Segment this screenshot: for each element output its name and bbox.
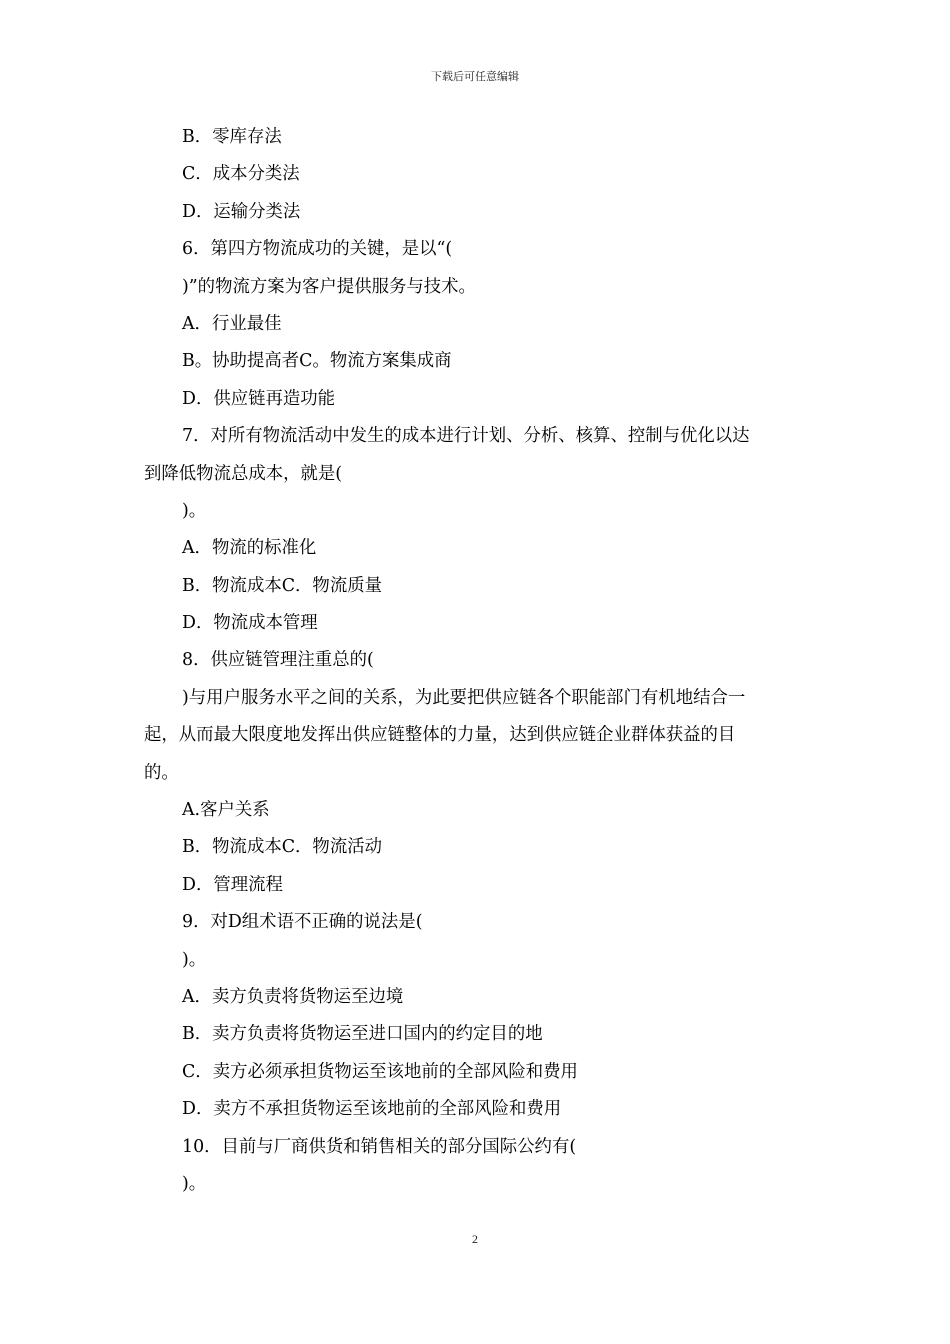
question-10: 10．目前与厂商供货和销售相关的部分国际公约有(	[182, 1136, 577, 1157]
page-header: 下载后可任意编辑	[431, 70, 519, 83]
page-number: 2	[472, 1232, 478, 1246]
option-6bc: B。协助提高者C。物流方案集成商	[182, 351, 452, 372]
option-8d: D．管理流程	[182, 874, 283, 895]
question-8: 8．供应链管理注重总的(	[182, 650, 374, 671]
document-body	[144, 119, 808, 1203]
question-6-continued: )”的物流方案为客户提供服务与技术。	[182, 276, 476, 297]
question-10-continued: )。	[182, 1173, 207, 1194]
option-7d: D．物流成本管理	[182, 613, 318, 634]
option-9b: B．卖方负责将货物运至进口国内的约定目的地	[182, 1024, 543, 1045]
option-6a: A．行业最佳	[182, 313, 282, 334]
option-8a: A.客户关系	[182, 800, 270, 821]
question-7-wrap: 到降低物流总成本，就是(	[144, 463, 343, 484]
option-9a: A．卖方负责将货物运至边境	[182, 986, 404, 1007]
option-7bc: B．物流成本C．物流质量	[182, 575, 382, 596]
question-7-continued: )。	[182, 500, 207, 521]
option-8bc: B．物流成本C．物流活动	[182, 837, 382, 858]
question-8-wrap-2: 的。	[144, 762, 179, 783]
option-7a: A．物流的标准化	[182, 538, 317, 559]
question-6: 6．第四方物流成功的关键，是以“(	[182, 239, 453, 260]
option-9d: D．卖方不承担货物运至该地前的全部风险和费用	[182, 1099, 562, 1120]
option-9c: C．卖方必须承担货物运至该地前的全部风险和费用	[182, 1061, 578, 1082]
option-5b: B．零库存法	[182, 127, 282, 147]
question-8-wrap-1: 起，从而最大限度地发挥出供应链整体的力量，达到供应链企业群体获益的目	[144, 725, 736, 746]
option-5d: D．运输分类法	[182, 201, 301, 222]
question-8-continued: )与用户服务水平之间的关系，为此要把供应链各个职能部门有机地结合一	[182, 687, 746, 708]
question-9-continued: )。	[182, 949, 207, 970]
option-5c: C．成本分类法	[182, 164, 300, 185]
question-7: 7．对所有物流活动中发生的成本进行计划、分析、核算、控制与优化以达	[182, 426, 750, 447]
question-9: 9．对D组术语不正确的说法是(	[182, 912, 423, 933]
option-6d: D．供应链再造功能	[182, 388, 336, 409]
